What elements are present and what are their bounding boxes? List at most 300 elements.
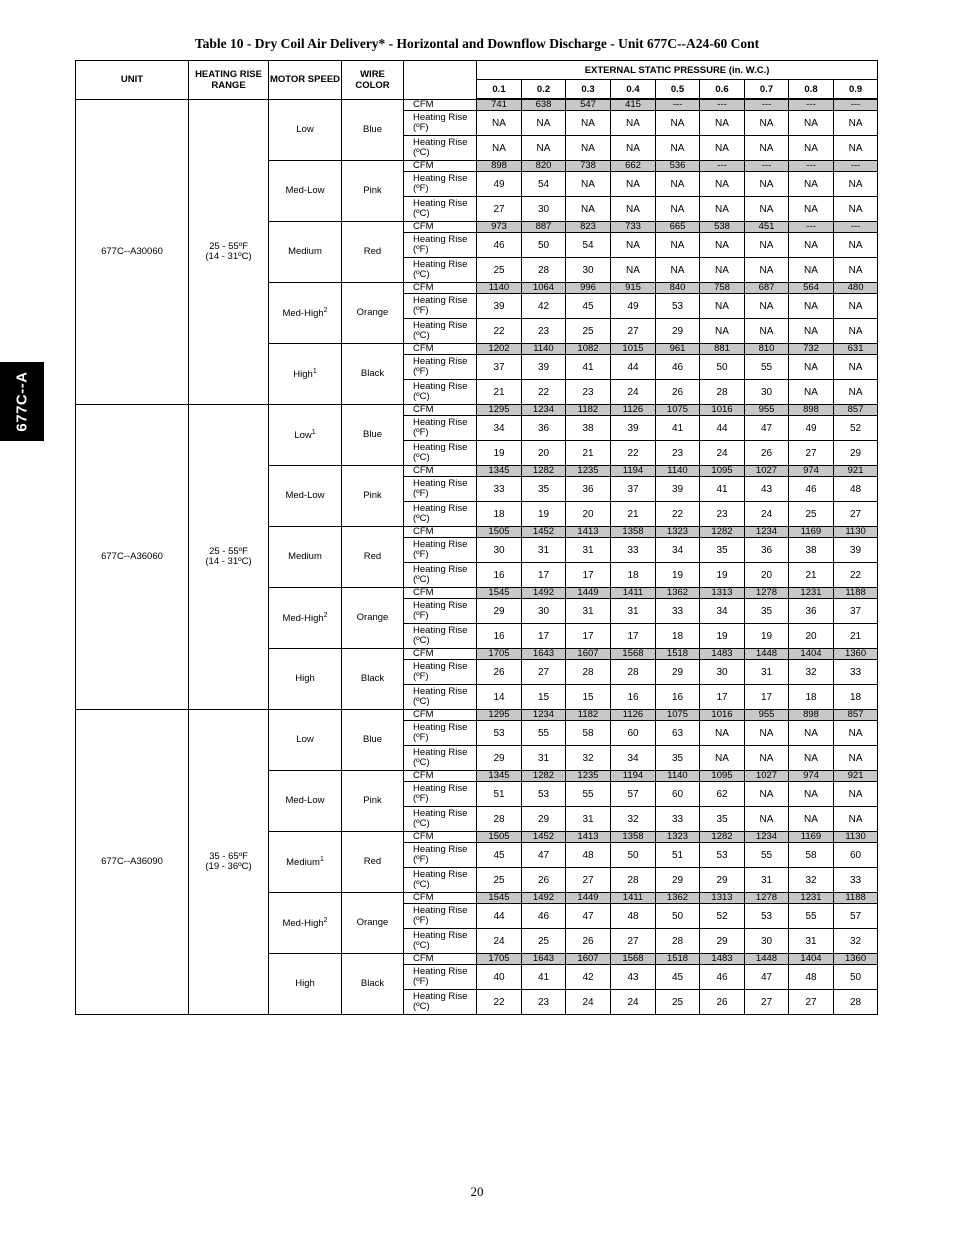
range-f: 35 - 65ºF [209,851,248,862]
rise-c-value: 24 [477,929,522,954]
rise-c-value: NA [656,197,700,222]
row-label-rise-f: Heating Rise (ºF) [404,355,477,380]
rise-f-value: 28 [566,660,611,685]
cfm-value: 1413 [566,832,611,843]
rise-c-value: 28 [834,990,878,1015]
rise-c-value: 18 [656,624,700,649]
rise-f-value: 35 [700,538,745,563]
motor-speed-label: Medium [288,246,322,257]
rise-f-value: 50 [834,965,878,990]
rise-c-value: 31 [789,929,834,954]
row-label-rise-f: Heating Rise (ºF) [404,599,477,624]
rise-f-value: 53 [745,904,789,929]
row-label-rise-f: Heating Rise (ºF) [404,416,477,441]
rise-f-value: NA [745,782,789,807]
rise-c-value: 22 [834,563,878,588]
rise-c-value: NA [477,136,522,161]
rise-c-value: 33 [834,868,878,893]
rise-c-value: 17 [522,624,566,649]
cfm-value: 1358 [611,527,656,538]
cfm-value: 1360 [834,649,878,660]
row-label-rise-f: Heating Rise (ºF) [404,477,477,502]
cfm-value: 1404 [789,954,834,965]
cfm-value: 1282 [700,832,745,843]
rise-c-value: 33 [656,807,700,832]
cfm-value: 1027 [745,466,789,477]
cfm-value: 1182 [566,405,611,416]
rise-c-value: 23 [566,380,611,405]
motor-speed [269,771,342,832]
cfm-value: 1182 [566,710,611,721]
rise-c-value: 26 [566,929,611,954]
rise-f-value: 33 [611,538,656,563]
cfm-value: 1130 [834,832,878,843]
cfm-value: 921 [834,466,878,477]
header-pressure: 0.5 [656,80,700,100]
cfm-value: 662 [611,161,656,172]
cfm-value: --- [700,161,745,172]
rise-c-value: 30 [566,258,611,283]
rise-f-value: NA [834,782,878,807]
row-label-cfm: CFM [404,771,477,782]
rise-c-value: 24 [566,990,611,1015]
rise-f-value: 46 [656,355,700,380]
row-label-cfm: CFM [404,527,477,538]
cfm-value: 915 [611,283,656,294]
rise-f-value: 45 [656,965,700,990]
cfm-value: 1140 [656,466,700,477]
rise-f-value: 28 [611,660,656,685]
cfm-value: 1505 [477,832,522,843]
rise-c-value: 25 [477,258,522,283]
rise-f-value: NA [789,233,834,258]
rise-f-value: 36 [745,538,789,563]
cfm-value: 1095 [700,771,745,782]
rise-f-value: 31 [566,538,611,563]
cfm-value: 1234 [745,527,789,538]
table-title: Table 10 - Dry Coil Air Delivery* - Horizontal and Downflow Discharge - Unit 677C--A24-60 Cont [194,36,760,51]
cfm-value: 687 [745,283,789,294]
row-label-rise-c: Heating Rise (ºC) [404,136,477,161]
cfm-value: --- [656,99,700,111]
cfm-value: 921 [834,771,878,782]
cfm-value: 1231 [789,588,834,599]
rise-f-value: NA [611,233,656,258]
cfm-value: 1235 [566,771,611,782]
rise-f-value: 58 [566,721,611,746]
cfm-value: 974 [789,771,834,782]
cfm-value: 1492 [522,893,566,904]
cfm-value: 1282 [522,771,566,782]
rise-c-value: NA [522,136,566,161]
cfm-value: 1095 [700,466,745,477]
row-label-rise-c: Heating Rise (ºC) [404,990,477,1015]
rise-f-value: 43 [611,965,656,990]
motor-speed-label: Med-Low [285,185,325,196]
cfm-value: 1449 [566,588,611,599]
rise-c-value: 30 [745,380,789,405]
rise-f-value: NA [745,111,789,136]
cfm-value: 1188 [834,588,878,599]
rise-c-value: 16 [477,563,522,588]
rise-f-value: 57 [611,782,656,807]
rise-c-value: 32 [566,746,611,771]
rise-f-value: 60 [611,721,656,746]
cfm-value: 1278 [745,588,789,599]
rise-f-value: 50 [656,904,700,929]
cfm-value: 1282 [700,527,745,538]
rise-f-value: NA [745,721,789,746]
rise-f-value: 39 [834,538,878,563]
motor-speed [269,954,342,1015]
rise-c-value: 19 [656,563,700,588]
rise-f-value: 29 [477,599,522,624]
cfm-value: 547 [566,99,611,111]
rise-c-value: 27 [789,990,834,1015]
rise-f-value: NA [611,172,656,197]
rise-c-value: NA [745,319,789,344]
rise-f-value: 45 [477,843,522,868]
rise-c-value: 26 [656,380,700,405]
cfm-value: 881 [700,344,745,355]
cfm-value: 538 [700,222,745,233]
rise-f-value: NA [834,172,878,197]
header-pressure: 0.2 [522,80,566,100]
rise-c-value: 25 [522,929,566,954]
cfm-value: 1126 [611,405,656,416]
motor-speed-label: Med-Low [285,795,325,806]
rise-c-value: 22 [656,502,700,527]
header-wire-color: WIRE COLOR [342,61,404,100]
rise-f-value: 50 [700,355,745,380]
cfm-value: 638 [522,99,566,111]
cfm-value: 1345 [477,771,522,782]
row-label-rise-f: Heating Rise (ºF) [404,843,477,868]
rise-f-value: 31 [611,599,656,624]
row-label-rise-c: Heating Rise (ºC) [404,685,477,710]
row-label-rise-f: Heating Rise (ºF) [404,721,477,746]
rise-c-value: 24 [700,441,745,466]
rise-f-value: 55 [789,904,834,929]
cfm-value: 1358 [611,832,656,843]
rise-f-value: NA [789,355,834,380]
row-label-cfm: CFM [404,344,477,355]
rise-c-value: 29 [522,807,566,832]
cfm-value: 1231 [789,893,834,904]
cfm-value: 1607 [566,954,611,965]
rise-c-value: NA [834,258,878,283]
motor-speed [269,283,342,344]
rise-f-value: 40 [477,965,522,990]
rise-c-value: 27 [789,441,834,466]
rise-c-value: NA [656,258,700,283]
cfm-value: 1295 [477,710,522,721]
motor-speed-label: Low [296,123,314,135]
cfm-value: --- [834,99,878,111]
rise-c-value: NA [834,136,878,161]
rise-c-value: 24 [745,502,789,527]
header-pressure: 0.6 [700,80,745,100]
rise-f-value: 46 [477,233,522,258]
rise-c-value: 16 [611,685,656,710]
motor-speed-label: Medium [286,857,320,869]
rise-c-value: 29 [477,746,522,771]
cfm-value: 1448 [745,954,789,965]
motor-speed-footnote: 1 [319,856,324,864]
rise-c-value: 31 [522,746,566,771]
cfm-value: 758 [700,283,745,294]
rise-f-value: 60 [656,782,700,807]
cfm-value: 1492 [522,588,566,599]
row-label-rise-f: Heating Rise (ºF) [404,294,477,319]
rise-f-value: 63 [656,721,700,746]
wire-color: Red [342,222,404,283]
motor-speed [269,222,342,283]
rise-f-value: 55 [745,355,789,380]
row-label-rise-f: Heating Rise (ºF) [404,233,477,258]
rise-c-value: NA [611,258,656,283]
rise-c-value: 26 [745,441,789,466]
rise-f-value: NA [789,172,834,197]
cfm-value: --- [700,99,745,111]
rise-f-value: 53 [522,782,566,807]
rise-c-value: 19 [522,502,566,527]
motor-speed [269,466,342,527]
cfm-value: 1235 [566,466,611,477]
wire-color: Black [342,344,404,405]
rise-f-value: 51 [477,782,522,807]
motor-speed [269,649,342,710]
motor-speed [269,710,342,771]
range-c: (19 - 36ºC) [205,861,252,872]
cfm-value: 1362 [656,588,700,599]
cfm-value: 1126 [611,710,656,721]
rise-f-value: 48 [566,843,611,868]
rise-c-value: 27 [611,929,656,954]
rise-c-value: 14 [477,685,522,710]
rise-c-value: NA [789,258,834,283]
rise-c-value: 24 [611,990,656,1015]
motor-speed [269,405,342,466]
wire-color: Orange [342,283,404,344]
rise-c-value: NA [745,746,789,771]
cfm-value: 415 [611,99,656,111]
cfm-value: 1075 [656,405,700,416]
rise-f-value: 30 [477,538,522,563]
motor-speed-footnote: 2 [323,917,328,925]
row-label-rise-c: Heating Rise (ºC) [404,929,477,954]
cfm-value: --- [834,222,878,233]
rise-f-value: NA [834,294,878,319]
unit-model: 677C--A36090 [76,710,189,1015]
rise-c-value: 19 [700,563,745,588]
rise-c-value: NA [700,136,745,161]
rise-f-value: NA [656,172,700,197]
rise-f-value: 30 [522,599,566,624]
rise-c-value: 24 [611,380,656,405]
motor-speed [269,161,342,222]
cfm-value: 1202 [477,344,522,355]
cfm-value: 887 [522,222,566,233]
page-number: 20 [470,1184,484,1199]
cfm-value: 665 [656,222,700,233]
rise-c-value: 21 [789,563,834,588]
rise-f-value: 48 [789,965,834,990]
rise-f-value: 46 [789,477,834,502]
rise-c-value: 30 [745,929,789,954]
rise-c-value: 32 [789,868,834,893]
air-delivery-table [75,60,878,1015]
cfm-value: 1075 [656,710,700,721]
rise-c-value: 20 [522,441,566,466]
motor-speed-label: Medium [288,551,322,562]
row-label-cfm: CFM [404,710,477,721]
wire-color: Orange [342,893,404,954]
cfm-value: 1130 [834,527,878,538]
wire-color: Red [342,832,404,893]
rise-c-value: 16 [477,624,522,649]
row-label-rise-c: Heating Rise (ºC) [404,380,477,405]
cfm-value: 1643 [522,649,566,660]
rise-f-value: 50 [611,843,656,868]
wire-color: Blue [342,710,404,771]
rise-f-value: 52 [834,416,878,441]
rise-c-value: 28 [477,807,522,832]
motor-speed-label: High [295,978,315,989]
rise-f-value: 62 [700,782,745,807]
rise-c-value: 28 [700,380,745,405]
rise-c-value: 18 [477,502,522,527]
rise-f-value: NA [700,294,745,319]
rise-f-value: 39 [477,294,522,319]
rise-c-value: 17 [566,624,611,649]
rise-f-value: 49 [477,172,522,197]
rise-c-value: 21 [611,502,656,527]
cfm-value: 973 [477,222,522,233]
cfm-value: 1448 [745,649,789,660]
cfm-value: 1568 [611,954,656,965]
row-label-rise-c: Heating Rise (ºC) [404,441,477,466]
rise-c-value: 29 [700,868,745,893]
header-pressure: 0.9 [834,80,878,100]
motor-speed [269,344,342,405]
rise-f-value: NA [789,721,834,746]
cfm-value: 823 [566,222,611,233]
cfm-value: 1545 [477,588,522,599]
rise-f-value: 48 [611,904,656,929]
rise-c-value: 18 [834,685,878,710]
rise-c-value: 32 [611,807,656,832]
wire-color: Red [342,527,404,588]
row-label-rise-f: Heating Rise (ºF) [404,782,477,807]
rise-f-value: 39 [656,477,700,502]
cfm-value: 1643 [522,954,566,965]
rise-c-value: 22 [522,380,566,405]
cfm-value: 898 [477,161,522,172]
row-label-cfm: CFM [404,99,477,111]
cfm-value: 955 [745,405,789,416]
heating-rise-range [189,99,269,405]
rise-c-value: 25 [566,319,611,344]
rise-f-value: NA [656,111,700,136]
rise-c-value: 16 [656,685,700,710]
rise-c-value: 29 [656,319,700,344]
row-label-cfm: CFM [404,161,477,172]
row-label-cfm: CFM [404,954,477,965]
wire-color: Orange [342,588,404,649]
row-label-rise-f: Heating Rise (ºF) [404,172,477,197]
cfm-value: --- [789,222,834,233]
rise-f-value: 27 [522,660,566,685]
rise-f-value: NA [834,355,878,380]
rise-c-value: NA [834,807,878,832]
rise-c-value: 27 [477,197,522,222]
motor-speed-footnote: 2 [323,307,328,315]
cfm-value: 1705 [477,649,522,660]
rise-f-value: 31 [745,660,789,685]
rise-f-value: 30 [700,660,745,685]
rise-f-value: NA [700,721,745,746]
rise-f-value: 47 [745,416,789,441]
rise-f-value: NA [745,233,789,258]
cfm-value: 1705 [477,954,522,965]
cfm-value: 1234 [522,710,566,721]
header-external-static-pressure: EXTERNAL STATIC PRESSURE (in. W.C.) [477,61,878,80]
cfm-value: 733 [611,222,656,233]
cfm-value: 1278 [745,893,789,904]
motor-speed-label: Low [296,734,314,745]
rise-c-value: 21 [566,441,611,466]
heating-rise-range [189,405,269,710]
row-label-rise-c: Heating Rise (ºC) [404,258,477,283]
rise-f-value: 47 [745,965,789,990]
rise-c-value: 32 [834,929,878,954]
rise-c-value: 27 [745,990,789,1015]
rise-f-value: 60 [834,843,878,868]
rise-f-value: 36 [566,477,611,502]
rise-c-value: NA [700,319,745,344]
rise-c-value: NA [745,197,789,222]
rise-c-value: NA [700,258,745,283]
rise-c-value: 31 [566,807,611,832]
cfm-value: 1505 [477,527,522,538]
rise-f-value: 43 [745,477,789,502]
row-label-cfm: CFM [404,466,477,477]
rise-c-value: 25 [789,502,834,527]
rise-f-value: NA [700,111,745,136]
rise-c-value: NA [834,380,878,405]
row-label-cfm: CFM [404,405,477,416]
cfm-value: 1449 [566,893,611,904]
rise-f-value: NA [834,233,878,258]
cfm-value: 1082 [566,344,611,355]
row-label-cfm: CFM [404,283,477,294]
rise-f-value: 49 [789,416,834,441]
cfm-value: 1483 [700,954,745,965]
row-label-cfm: CFM [404,222,477,233]
rise-f-value: NA [566,172,611,197]
heating-rise-range [189,710,269,1015]
rise-c-value: NA [611,136,656,161]
wire-color: Black [342,954,404,1015]
rise-f-value: 53 [700,843,745,868]
cfm-value: 1411 [611,588,656,599]
rise-c-value: 23 [522,990,566,1015]
rise-f-value: 44 [700,416,745,441]
rise-c-value: 30 [522,197,566,222]
rise-f-value: 36 [522,416,566,441]
motor-speed-label: Med-High [282,613,324,625]
